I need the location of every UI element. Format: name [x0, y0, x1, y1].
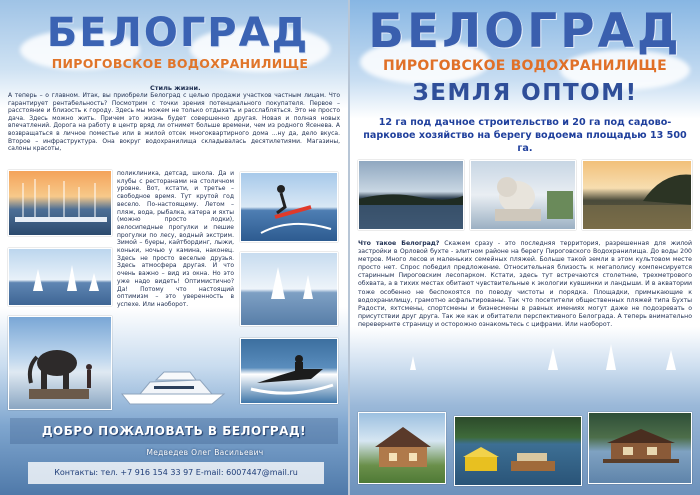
yacht-icon — [116, 362, 234, 410]
photo-yacht — [116, 362, 234, 410]
left-intro-text: А теперь – о главном. Итак, вы приобрели Белоград с целью продажи участков частным лицам. Что гарантирует рентабельность? Посмотрим с точки зрения потенциального покупателя. Первое – расстояние и близость к городу. Здесь мы можем не только отдыхать и расслабляться. Это не просто дача. Здесь можно жить. Причем это жизнь будет совершенно другая. Новая и полная новых впечатлений. Дорога на работу в центр вряд ли отнимет больше времени, чем из родного Ясенева. А возвращаться в личное поместье или в жилой отсек многоквартирного дома ...ну да, дело вкуса. Второе – инфраструктура. Она вокруг водохранилища складывалась десятилетиями. Магазины, салоны красоты, — [8, 92, 340, 153]
left-page — [0, 0, 348, 495]
right-lead-text: 12 га под дачное строительство и 20 га под садово-парковое хозяйство на берегу водоема площадью 13 500 га. — [363, 117, 687, 154]
trees-icon — [583, 161, 692, 230]
sail-icon — [606, 344, 616, 370]
photo-kitesurf — [240, 172, 338, 242]
photo-lake-sunset — [358, 160, 464, 230]
sail-icon — [89, 273, 99, 291]
photo-lion-statue — [470, 160, 576, 230]
lion-statue-icon — [471, 161, 576, 230]
left-column-text: поликлиника, детсад, школа. Да и клубы с ресторанами на столичном уровне. Вот, кстати, и третье – свободное время. Тут крутой год весело. По-настоящему. Летом – пляж, вода, рыбалка, катера и яхты (можно просто лодки), велосипедные прогулки и пешие прогулки по лесу, водный экстрим. Зимой – буеры, кайтбординг, лыжи, коньки, ночью у камина, наконец. Здесь не просто веселые друзья. Здесь атмосфера другая. И что очень важно – вид из окна. Но это уже надо видеть! Оптимистично? Да! Потому что настоящий оптимизм – это уверенность в успехе. Или наоборот. — [117, 170, 234, 308]
photo-marina — [8, 170, 112, 236]
photo-windsurf — [240, 252, 338, 326]
sail-icon — [67, 265, 77, 291]
sail-icon — [410, 356, 416, 370]
jetski-icon — [241, 339, 338, 404]
house-icon — [359, 413, 446, 484]
sail-icon — [33, 269, 43, 291]
contact-line: Контакты: тел. +7 916 154 33 97 E-mail: 6007447@mail.ru — [54, 468, 298, 477]
photo-houseboats — [454, 416, 582, 486]
contact-bar — [28, 462, 324, 484]
left-heading: Стиль жизни. — [150, 84, 201, 92]
photo-lake-house — [588, 412, 692, 484]
right-subtitle: ПИРОГОВСКОЕ ВОДОХРАНИЛИЩЕ — [383, 58, 667, 74]
photo-pier-sunset — [582, 160, 692, 230]
right-page — [350, 0, 700, 495]
marina-masts-icon — [9, 171, 112, 236]
right-body-text — [358, 240, 692, 329]
photo-sailing — [8, 248, 112, 306]
houseboats-icon — [455, 417, 582, 486]
left-subtitle: ПИРОГОВСКОЕ ВОДОХРАНИЛИЩЕ — [51, 56, 309, 71]
sail-icon — [666, 350, 676, 370]
contact-name: Медведев Олег Васильевич — [146, 448, 264, 457]
sail-icon — [548, 348, 558, 370]
lake-house-icon — [589, 413, 692, 484]
right-title: БЕЛОГРАД — [368, 4, 682, 59]
elephant-statue-icon — [9, 317, 112, 410]
body-question: Что такое Белоград? — [358, 240, 440, 247]
sail-icon — [271, 267, 285, 299]
lake-shore-icon — [359, 161, 464, 230]
welcome-text: ДОБРО ПОЖАЛОВАТЬ В БЕЛОГРАД! — [41, 424, 307, 438]
photo-elephant-statue — [8, 316, 112, 410]
left-title: БЕЛОГРАД — [46, 10, 310, 56]
body-text: Скажем сразу - это последняя территория, разрешенная для жилой застройки в Орловой бухте - элитном районе на берегу Пироговского Водохранилища. До воды 200 метров. Много лесов и маленьких семейных пляжей. Больше такой земли в этом культовом месте просто нет. Спрос победил предложение. Относительная близость к мегаполису компенсируется старинным Пироговским лесопарком. Кстати, здесь тут встречаются столетние, трехметрового обхвата, а в тихих местах обитают чувствительные к экологии кувшинки и ландыши. И в акватории тоже особенно не беспокоятся по поводу чистоты и порядка. Площадки, примыкающие к водохранилищу, грамотно асфальтированы. Так что посетители общественных пляжей типа Бухты Радости, яхтсмены, спортсмены и бизнесмены в равных имениях могут даже не подозревать о присутствии друг друга. Так же как и обитатели перспективного Белограда. А теперь внимательно переверните страницу и осторожно ознакомьтесь с цифрами. Или наоборот. — [358, 240, 692, 328]
welcome-banner — [10, 418, 338, 444]
right-subtitle-land: ЗЕМЛЯ ОПТОМ! — [412, 80, 638, 106]
sail-icon — [303, 275, 313, 299]
kitesurfer-icon — [241, 173, 338, 242]
photo-house — [358, 412, 446, 484]
photo-jetski — [240, 338, 338, 404]
